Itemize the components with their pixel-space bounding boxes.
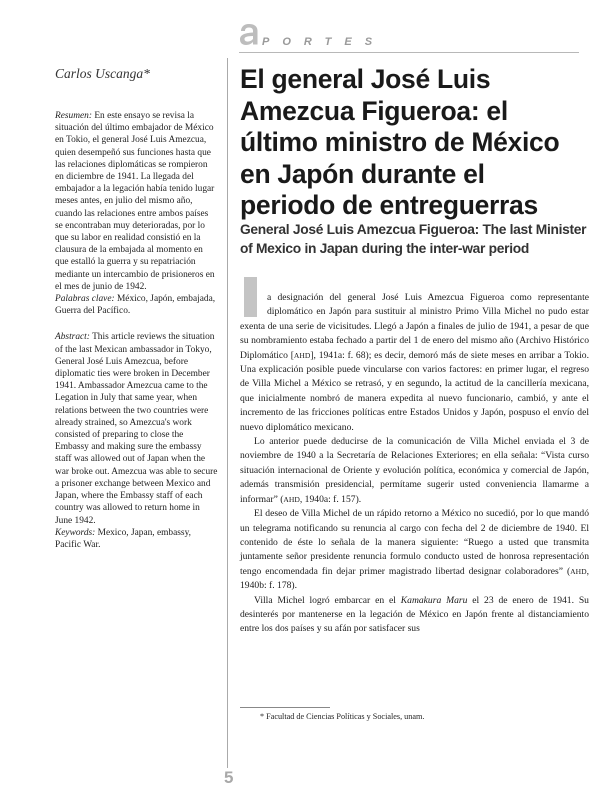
column-divider xyxy=(227,58,228,778)
body-paragraph xyxy=(240,507,589,593)
drop-cap-block xyxy=(244,277,257,317)
keywords-paragraph xyxy=(55,527,218,551)
keywords-label: Keywords: xyxy=(55,527,96,538)
body-text: Lo anterior puede deducirse de la comunicación de Villa Michel enviada el 3 de noviembre de 1940 a la Secretaría de Relaciones Exteriores; en ella señala: “Vista curso situación internacional de Oriente y evolución política, económica y comercial de Japón, además transmisión presidencial, permítame sugerir usted conveniencia llamarme a informar” ( xyxy=(240,436,589,505)
page-number: 5 xyxy=(224,768,234,787)
section-header: PORTES xyxy=(262,36,386,48)
footnote xyxy=(260,712,424,721)
footnote-text: * Facultad de Ciencias Políticas y Sociales, xyxy=(260,712,405,721)
body-text: a designación del general José Luis Amezcua Figueroa como representante diplomático en Japón para sustituir al ministro Primo Villa Michel no pudo estar exenta de una serie de vicisitudes. Llegó a Japón a finales de julio de 1941, a pesar de que su nombramiento estaba fechado a partir del 1 de enero del mismo año (Archivo Histórico Diplomático [ xyxy=(240,292,589,361)
body-text: , 1940b: f. 178). xyxy=(240,565,589,592)
body-text: , 1940a: f. 157). xyxy=(299,493,362,505)
body-paragraph xyxy=(240,435,589,507)
body-paragraph xyxy=(240,291,589,435)
body-text: Villa Michel logró embarcar en el xyxy=(254,594,401,606)
body-text: El deseo de Villa Michel de un rápido retorno a México no sucedió, por lo que mandó un telegrama notificando su renuncia al cargo con fecha del 2 de diciembre de 1940. El contenido de éste lo señala de la manera siguiente: “Ruego a usted que transmita juntamente señor presidente renuncia formulo conducto usted de honrosa representación tengo encomendada fin dejar primer magistrado libertad designar colaboradores” ( xyxy=(240,508,589,577)
body-text: el 23 de enero de 1941. Su desinterés por mantenerse en la legación de México en Japón frente al distanciamiento entre los dos países y su afán por satisfacer sus xyxy=(240,594,589,635)
palabras-clave-paragraph xyxy=(55,293,218,317)
footnote-end: . xyxy=(422,712,425,721)
palabras-clave-text: México, Japón, embajada, Guerra del Pacífico. xyxy=(55,294,216,317)
resumen-paragraph xyxy=(55,110,218,293)
abstract-column xyxy=(55,110,218,551)
footnote-divider xyxy=(240,707,330,708)
abstract-en-label: Abstract: xyxy=(55,332,90,343)
a-logo-icon xyxy=(239,22,259,46)
palabras-clave-label: Palabras clave: xyxy=(55,294,115,305)
keywords-text: Mexico, Japan, embassy, Pacific War. xyxy=(55,527,192,550)
article-title: El general José Luis Amezcua Figueroa: el último ministro de México en Japón durante el periodo de entreguerras xyxy=(240,64,560,220)
abbr-ahd: AHD xyxy=(570,566,587,576)
article-subtitle: General José Luis Amezcua Figueroa: The last Minister of Mexico in Japan during the inter-war period xyxy=(240,222,587,256)
body-paragraph xyxy=(240,594,589,637)
article-body xyxy=(240,291,589,637)
abbr-ahd: AHD xyxy=(293,350,311,360)
footnote-institution: unam xyxy=(404,712,423,721)
body-text: ], 1941a: f. 68); es decir, demoró más de siete meses en arribar a Tokio. Una explicación posible puede vincularse con varios factores: en primer lugar, el regreso de Villa Michel a México se retrasó, y en segundo, la actitud de la cancillería mexicana, que inicialmente nombró de manera expedita al nuevo funcionario, cambió, y ante el incremento de las fricciones políticas entre Estados Unidos y Japón, pospuso el envío del nuevo diplomático mexicano. xyxy=(240,349,589,433)
ship-name: Kamakura Maru xyxy=(400,594,468,606)
header-divider xyxy=(239,52,579,53)
author-name: Carlos Uscanga* xyxy=(55,66,150,81)
resumen-label: Resumen: xyxy=(55,111,92,121)
abstract-en-text: This article reviews the situation of the last Mexican ambassador in Tokyo, General José Luis Amezcua, before diplomatic ties were broken in December 1941. Ambassador Amezcua came to the Legation in July that same year, when relations between the two countries were already strained, so Amezcua's work consisted of preparing to close the Embassy and making sure the embassy staff was allowed out of Japan when the war broke out. Amezcua was able to secure a prisoner exchange between Mexico and Japan, where the Embassy staff of each country was allowed to return home in June 1942. xyxy=(55,332,218,526)
abstract-en-paragraph xyxy=(55,331,218,526)
resumen-text: En este ensayo se revisa la situación del último embajador de México en Tokio, el general José Luis Amezcua, quien desempeñó sus funciones hasta que las relaciones diplomáticas se rompieron en diciembre de 1941. La llegada del embajador a la legación había tenido lugar meses antes, en julio del mismo año, cuando las relaciones entre ambos países se encontraban muy deterioradas, por lo que su labor en realidad consistió en la clausura de la embajada al momento en que estalló la guerra y su repatriación mediante un intercambio de prisioneros en el mes de junio de 1942. xyxy=(55,111,215,292)
abbr-ahd: AHD xyxy=(283,494,300,504)
